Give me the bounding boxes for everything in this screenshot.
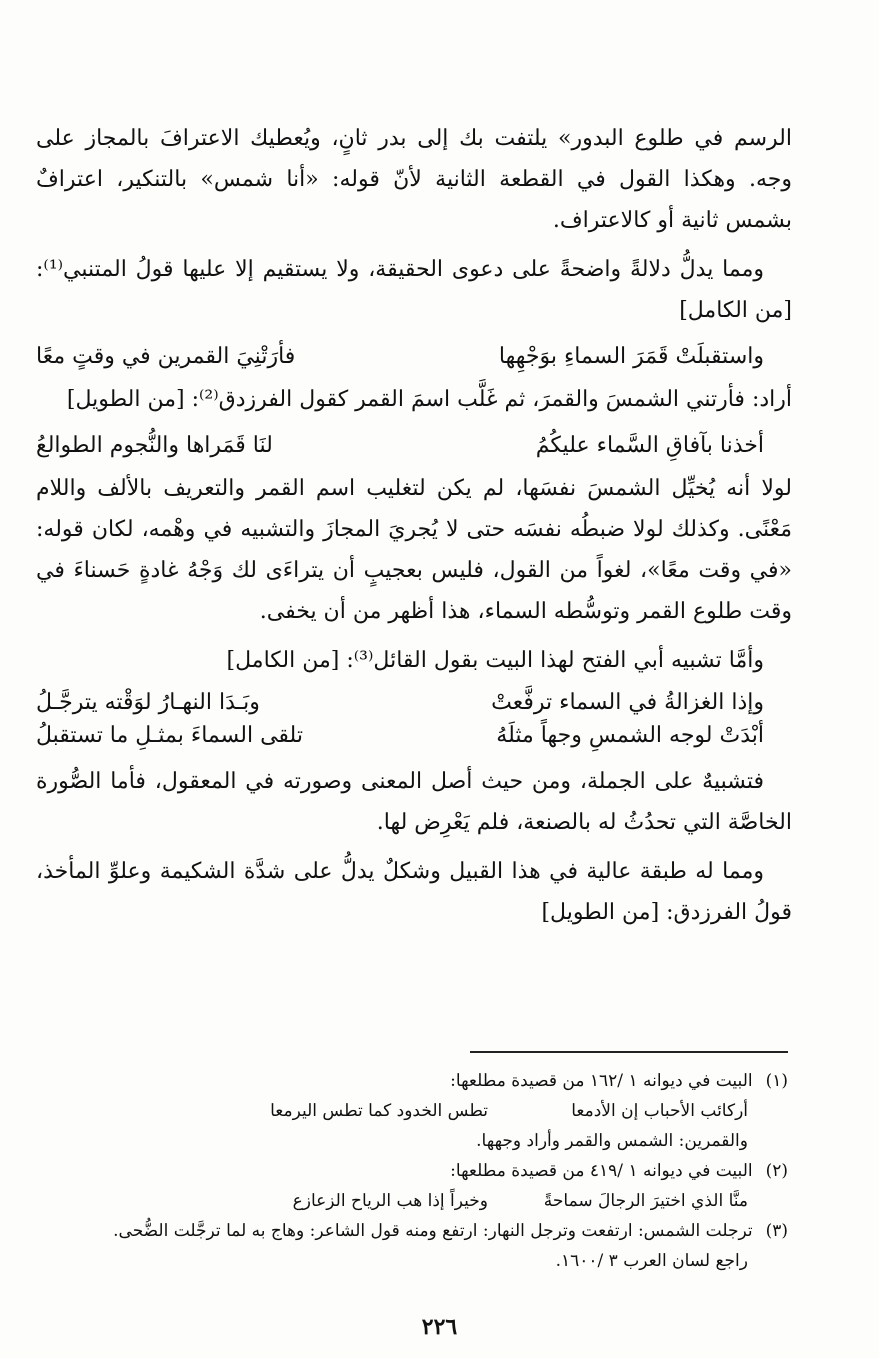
footnote-verse bbox=[20, 1096, 788, 1126]
footnote bbox=[20, 1216, 788, 1246]
paragraph: وأمَّا تشبيه أبي الفتح لهذا البيت بقول القائل⁽³⁾: [من الكامل] bbox=[226, 648, 764, 673]
verse-line bbox=[36, 424, 792, 468]
verse-hemistich: تطس الخدود كما تطس اليرمعا bbox=[270, 1101, 488, 1121]
footnote-number: (١) bbox=[765, 1071, 788, 1091]
footnote bbox=[20, 1066, 788, 1096]
footnote-verse bbox=[20, 1186, 788, 1216]
paragraph: فتشبيهٌ على الجملة، ومن حيث أصل المعنى وصورته في المعقول، فأما الصُّورة الخاصَّة التي تحدُثُ له بالصنعة، فلم يَعْرِض لها. bbox=[36, 769, 792, 835]
paragraph: ومما له طبقة عالية في هذا القبيل وشكلٌ يدلُّ على شدَّة الشكيمة وعلوِّ المأخذ، قولُ الفرزدق: [من الطويل] bbox=[36, 859, 792, 925]
footnote-text: ترجلت الشمس: ارتفعت وترجل النهار: ارتفع ومنه قول الشاعر: وهاج به لما ترجَّلت الضُّحى. bbox=[113, 1221, 753, 1241]
footnote-divider bbox=[470, 1051, 788, 1053]
footnote-text: والقمرين: الشمس والقمر وأراد وجهها. bbox=[476, 1131, 748, 1151]
verse-line bbox=[36, 719, 792, 753]
footnote-number: (٣) bbox=[765, 1221, 788, 1241]
verse-hemistich: أبْدَتْ لوجه الشمسِ وجهاً مثلَهُ bbox=[496, 723, 764, 748]
footnote-text: البيت في ديوانه ١ /١٦٢ من قصيدة مطلعها: bbox=[450, 1071, 753, 1091]
footnote-number: (٢) bbox=[765, 1161, 788, 1181]
verse-hemistich: وخيراً إذا هب الرياح الزعازع bbox=[292, 1191, 488, 1211]
verse-hemistich: أركائب الأحباب إن الأدمعا bbox=[571, 1101, 748, 1121]
footnotes bbox=[20, 1066, 788, 1276]
verse-hemistich: وبَـدَا النهـارُ لوَقْته يترجَّـلُ bbox=[36, 690, 260, 715]
verse-hemistich: فأرَتْنِيَ القمرين في وقتٍ معًا bbox=[36, 344, 296, 369]
main-text bbox=[36, 118, 792, 933]
footnote-text: راجع لسان العرب ٣ /١٦٠٠. bbox=[555, 1251, 748, 1271]
paragraph: أراد: فأرتني الشمسَ والقمرَ، ثم غَلَّب اسمَ القمر كقول الفرزدق⁽²⁾: [من الطويل] bbox=[66, 387, 792, 412]
paragraph: لولا أنه يُخيِّل الشمسَ نفسَها، لم يكن لتغليب اسم القمر والتعريف بالألف واللام مَعْنًى. وكذلك لولا ضبطُه نفسَه حتى لا يُجريَ المجازَ والتشبيه في وهْمه، لكان قوله: «في وقت معًا»، لغواً من القول، فليس بعجيبٍ أن يتراءَى لك وَجْهُ غادةٍ حَسناءَ في وقت طلوع القمر وتوسُّطه السماء، هذا أظهر من أن يخفى. bbox=[36, 476, 792, 624]
verse-hemistich: واستقبلَتْ قَمَرَ السماءِ بوَجْهِها bbox=[498, 344, 764, 369]
paragraph: ومما يدلُّ دلالةً واضحةً على دعوى الحقيقة، ولا يستقيم إلا عليها قولُ المتنبي⁽¹⁾: [من الكامل] bbox=[36, 257, 792, 323]
verse-hemistich: منَّا الذي اختيرَ الرجالَ سماحةً bbox=[543, 1191, 748, 1211]
paragraph: الرسم في طلوع البدور» يلتفت بك إلى بدر ثانٍ، ويُعطيك الاعترافَ بالمجاز على وجه. وهكذا القول في القطعة الثانية لأنّ قوله: «أنا شمس» بالتنكير، اعترافٌ بشمس ثانية أو كالاعتراف. bbox=[36, 126, 792, 233]
verse-hemistich: أخذنا بآفاقِ السَّماء عليكُمُ bbox=[535, 433, 764, 458]
footnote-text: البيت في ديوانه ١ /٤١٩ من قصيدة مطلعها: bbox=[450, 1161, 753, 1181]
verse-line bbox=[36, 335, 792, 379]
verse-hemistich: وإذا الغزالةُ في السماء ترفَّعتْ bbox=[491, 690, 764, 715]
footnote bbox=[20, 1156, 788, 1186]
verse-hemistich: تلقى السماءَ بمثـلِ ما تستقبلُ bbox=[36, 723, 303, 748]
page-number: ٢٢٦ bbox=[421, 1314, 458, 1340]
verse-hemistich: لنَا قَمَراها والنُّجوم الطوالعُ bbox=[36, 433, 273, 458]
